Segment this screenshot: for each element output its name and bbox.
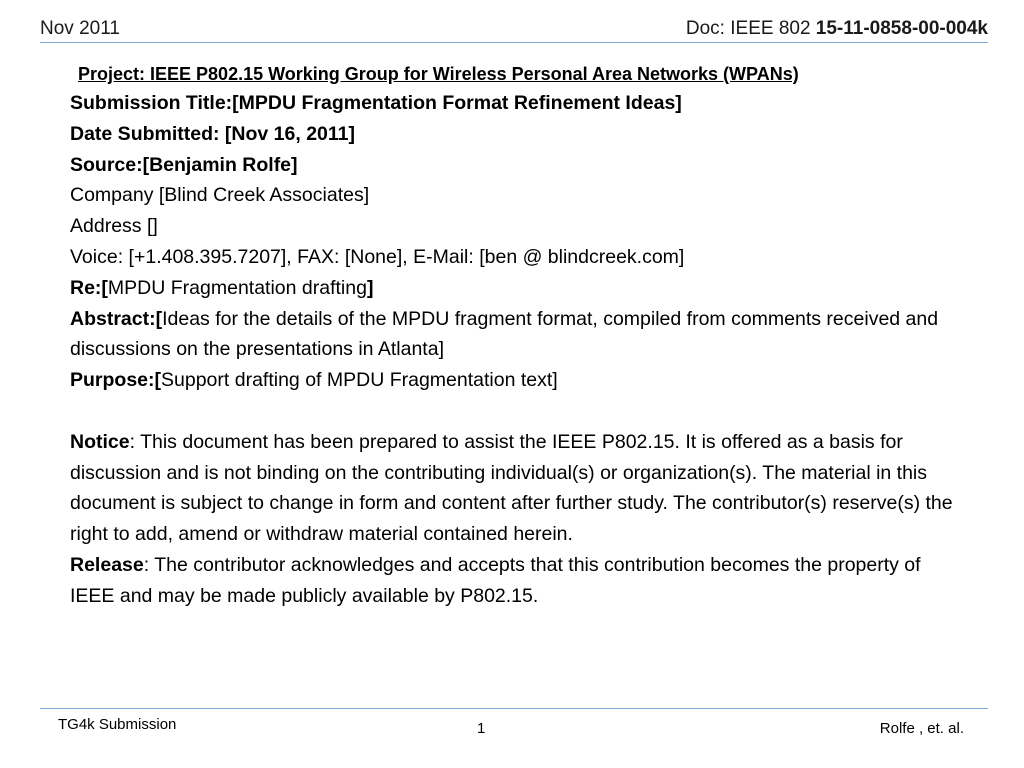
contact-info: Voice: [+1.408.395.7207], FAX: [None], E-Mail: [ben @ blindcreek.com]: [70, 245, 685, 268]
paragraph-gap: [70, 396, 970, 427]
footer-submission-label: TG4k Submission: [58, 716, 177, 733]
doc-prefix: Doc: IEEE 802: [685, 18, 816, 39]
header-divider: [40, 42, 988, 43]
header-date: Nov 2011: [40, 18, 120, 39]
abstract-text: Ideas for the details of the MPDU fragment format, compiled from comments received and discussions on the presentations in Atlanta]: [70, 307, 939, 361]
project-line: Project: IEEE P802.15 Working Group for Wireless Personal Area Networks (WPANs): [78, 64, 799, 84]
submission-title: Submission Title:[MPDU Fragmentation Format Refinement Ideas]: [70, 92, 682, 114]
notice-label: Notice: [70, 430, 130, 453]
header-doc-reference: [686, 18, 988, 40]
company: Company [Blind Creek Associates]: [70, 184, 370, 207]
purpose-label: Purpose:[: [70, 369, 162, 392]
abstract: [70, 304, 970, 366]
abstract-label: Abstract:[: [70, 307, 163, 330]
page-number: 1: [477, 720, 486, 737]
notice: [70, 427, 970, 550]
purpose-text: Support drafting of MPDU Fragmentation text]: [161, 369, 558, 392]
release-label: Release: [70, 553, 144, 576]
notice-text: : This document has been prepared to assist the IEEE P802.15. It is offered as a basis for discussion and is not binding on the contributing individual(s) or organization(s). The material in this document is subject to change in form and content after further study. The contributor(s) reserve(s) the right to add, amend or withdraw material contained herein.: [70, 430, 953, 546]
release-text: : The contributor acknowledges and accepts that this contribution becomes the property of IEEE and may be made publicly available by P802.15.: [70, 553, 921, 607]
footer-divider: [40, 708, 988, 709]
doc-id: 15-11-0858-00-004k: [815, 18, 988, 39]
purpose: [70, 365, 970, 396]
re-text: MPDU Fragmentation drafting: [107, 276, 367, 299]
release: [70, 550, 970, 612]
re-line: [70, 273, 970, 304]
address: Address []: [70, 215, 158, 238]
date-submitted: Date Submitted: [Nov 16, 2011]: [70, 122, 355, 145]
re-label: Re:[: [70, 276, 108, 299]
slide-body: [70, 60, 970, 612]
footer-authors: Rolfe , et. al.: [879, 720, 964, 737]
re-close: ]: [366, 276, 374, 299]
source: Source:[Benjamin Rolfe]: [70, 153, 298, 176]
